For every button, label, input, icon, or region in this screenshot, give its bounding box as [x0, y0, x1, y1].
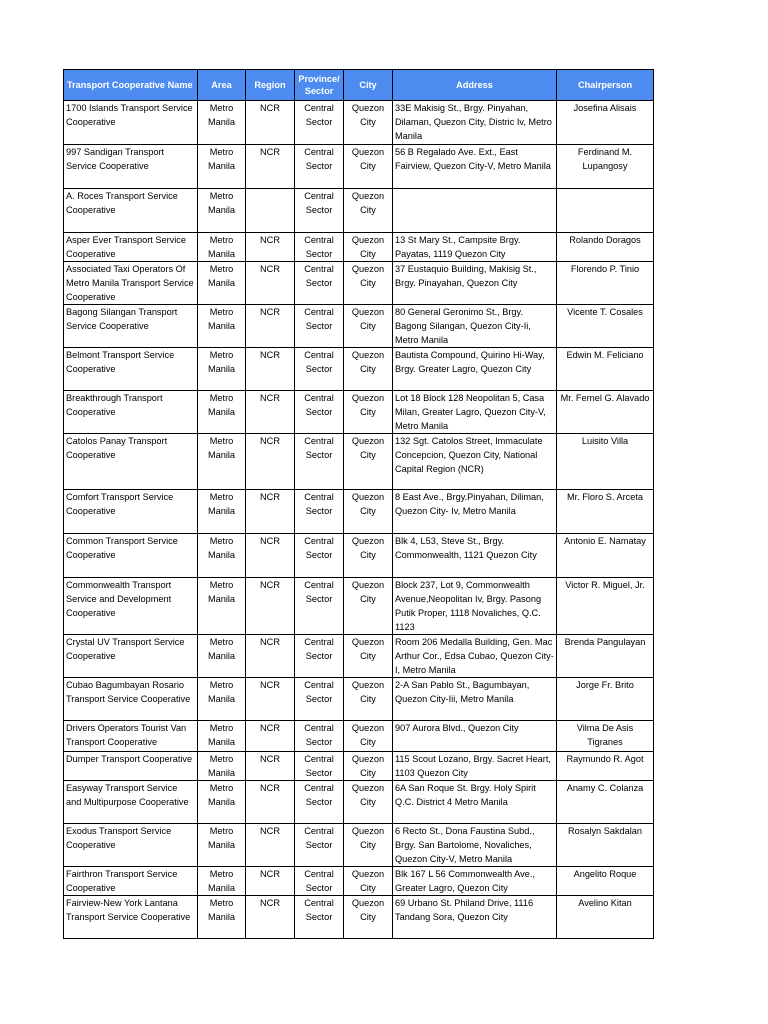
cell-region: NCR — [246, 391, 295, 434]
cell-area: Metro Manila — [198, 233, 246, 262]
cell-chairperson: Vilma De Asis Tigranes — [557, 721, 654, 752]
cell-cooperative-name: Associated Taxi Operators Of Metro Manila Transport Service Cooperative — [64, 262, 198, 305]
cell-region: NCR — [246, 578, 295, 635]
header-cooperative-name: Transport Cooperative Name — [64, 70, 198, 101]
cell-chairperson: Rolando Doragos — [557, 233, 654, 262]
cell-province: Central Sector — [295, 578, 344, 635]
cooperatives-table — [63, 69, 654, 939]
cell-chairperson: Edwin M. Feliciano — [557, 348, 654, 391]
cell-area: Metro Manila — [198, 145, 246, 189]
cell-area: Metro Manila — [198, 434, 246, 490]
cell-region: NCR — [246, 781, 295, 824]
cell-address: 69 Urbano St. Philand Drive, 1116 Tandang Sora, Quezon City — [393, 896, 557, 939]
table-row — [64, 721, 654, 752]
header-address: Address — [393, 70, 557, 101]
cell-province: Central Sector — [295, 752, 344, 781]
cell-cooperative-name: Belmont Transport Service Cooperative — [64, 348, 198, 391]
cell-city: Quezon City — [344, 578, 393, 635]
cell-address: Room 206 Medalla Building, Gen. Mac Arthur Cor., Edsa Cubao, Quezon City-I, Metro Manila — [393, 635, 557, 678]
cell-area: Metro Manila — [198, 534, 246, 578]
cell-region: NCR — [246, 490, 295, 534]
cell-province: Central Sector — [295, 534, 344, 578]
cell-province: Central Sector — [295, 721, 344, 752]
cell-chairperson: Rosalyn Sakdalan — [557, 824, 654, 867]
cell-address: Bautista Compound, Quirino Hi-Way, Brgy. Greater Lagro, Quezon City — [393, 348, 557, 391]
cell-region: NCR — [246, 896, 295, 939]
cell-area: Metro Manila — [198, 721, 246, 752]
header-province: Province/ Sector — [295, 70, 344, 101]
table-row — [64, 391, 654, 434]
cell-cooperative-name: 997 Sandigan Transport Service Cooperative — [64, 145, 198, 189]
cell-address: 13 St Mary St., Campsite Brgy. Payatas, 1119 Quezon City — [393, 233, 557, 262]
cell-region: NCR — [246, 262, 295, 305]
cell-city: Quezon City — [344, 189, 393, 233]
cell-region: NCR — [246, 101, 295, 145]
cell-cooperative-name: Cubao Bagumbayan Rosario Transport Service Cooperative — [64, 678, 198, 721]
cell-chairperson: Ferdinand M. Lupangosy — [557, 145, 654, 189]
cell-region: NCR — [246, 534, 295, 578]
cell-city: Quezon City — [344, 490, 393, 534]
cell-province: Central Sector — [295, 896, 344, 939]
cell-cooperative-name: Easyway Transport Service and Multipurpose Cooperative — [64, 781, 198, 824]
cell-region: NCR — [246, 824, 295, 867]
cell-chairperson: Mr. Fernel G. Alavado — [557, 391, 654, 434]
header-region: Region — [246, 70, 295, 101]
cell-chairperson: Vicente T. Cosales — [557, 305, 654, 348]
cell-province: Central Sector — [295, 678, 344, 721]
cell-address: 8 East Ave., Brgy.Pinyahan, Diliman, Quezon City- Iv, Metro Manila — [393, 490, 557, 534]
cell-cooperative-name: Exodus Transport Service Cooperative — [64, 824, 198, 867]
cell-area: Metro Manila — [198, 578, 246, 635]
table-row — [64, 434, 654, 490]
cell-area: Metro Manila — [198, 101, 246, 145]
cell-cooperative-name: A. Roces Transport Service Cooperative — [64, 189, 198, 233]
cell-chairperson: Mr. Floro S. Arceta — [557, 490, 654, 534]
cell-province: Central Sector — [295, 233, 344, 262]
cell-cooperative-name: Commonwealth Transport Service and Development Cooperative — [64, 578, 198, 635]
cell-city: Quezon City — [344, 534, 393, 578]
table-row — [64, 145, 654, 189]
cell-address: 2-A San Pablo St., Bagumbayan, Quezon City-Iii, Metro Manila — [393, 678, 557, 721]
cell-address: 115 Scout Lozano, Brgy. Sacret Heart, 1103 Quezon City — [393, 752, 557, 781]
header-row — [64, 70, 654, 101]
cell-city: Quezon City — [344, 305, 393, 348]
cell-region: NCR — [246, 867, 295, 896]
cell-chairperson: Angelito Roque — [557, 867, 654, 896]
table-row — [64, 305, 654, 348]
cell-area: Metro Manila — [198, 391, 246, 434]
cell-area: Metro Manila — [198, 348, 246, 391]
table-row — [64, 635, 654, 678]
cell-area: Metro Manila — [198, 262, 246, 305]
cell-area: Metro Manila — [198, 490, 246, 534]
cell-address: Blk 167 L 56 Commonwealth Ave., Greater Lagro, Quezon City — [393, 867, 557, 896]
cell-cooperative-name: Dumper Transport Cooperative — [64, 752, 198, 781]
cell-address: 80 General Geronimo St., Brgy. Bagong Silangan, Quezon City-Ii, Metro Manila — [393, 305, 557, 348]
table-row — [64, 189, 654, 233]
cell-city: Quezon City — [344, 721, 393, 752]
cell-province: Central Sector — [295, 145, 344, 189]
cell-address: Lot 18 Block 128 Neopolitan 5, Casa Milan, Greater Lagro, Quezon City-V, Metro Manila — [393, 391, 557, 434]
cell-province: Central Sector — [295, 867, 344, 896]
cell-address: 56 B Regalado Ave. Ext., East Fairview, Quezon City-V, Metro Manila — [393, 145, 557, 189]
header-area: Area — [198, 70, 246, 101]
table-row — [64, 534, 654, 578]
cell-address: 6A San Roque St. Brgy. Holy Spirit Q.C. District 4 Metro Manila — [393, 781, 557, 824]
cell-area: Metro Manila — [198, 867, 246, 896]
cell-province: Central Sector — [295, 262, 344, 305]
cell-province: Central Sector — [295, 101, 344, 145]
cell-region: NCR — [246, 678, 295, 721]
cell-region: NCR — [246, 348, 295, 391]
table-row — [64, 752, 654, 781]
cell-city: Quezon City — [344, 635, 393, 678]
cell-address: 907 Aurora Blvd., Quezon City — [393, 721, 557, 752]
cell-province: Central Sector — [295, 635, 344, 678]
cell-province: Central Sector — [295, 189, 344, 233]
cell-area: Metro Manila — [198, 824, 246, 867]
cell-region: NCR — [246, 635, 295, 678]
cell-area: Metro Manila — [198, 781, 246, 824]
table-row — [64, 896, 654, 939]
cell-cooperative-name: Common Transport Service Cooperative — [64, 534, 198, 578]
cell-chairperson: Brenda Pangulayan — [557, 635, 654, 678]
cell-province: Central Sector — [295, 348, 344, 391]
cell-province: Central Sector — [295, 490, 344, 534]
cell-region: NCR — [246, 434, 295, 490]
cell-city: Quezon City — [344, 867, 393, 896]
cell-province: Central Sector — [295, 434, 344, 490]
cooperative-sheet — [63, 69, 653, 939]
table-row — [64, 824, 654, 867]
cell-chairperson: Luisito Villa — [557, 434, 654, 490]
cell-province: Central Sector — [295, 781, 344, 824]
cell-chairperson: Raymundo R. Agot — [557, 752, 654, 781]
cell-city: Quezon City — [344, 391, 393, 434]
cell-address: 132 Sgt. Catolos Street, Immaculate Concepcion, Quezon City, National Capital Region (NCR) — [393, 434, 557, 490]
table-row — [64, 578, 654, 635]
cell-city: Quezon City — [344, 434, 393, 490]
cell-area: Metro Manila — [198, 752, 246, 781]
cell-chairperson: Josefina Alisais — [557, 101, 654, 145]
table-row — [64, 348, 654, 391]
cell-cooperative-name: 1700 Islands Transport Service Cooperative — [64, 101, 198, 145]
cell-city: Quezon City — [344, 824, 393, 867]
cell-area: Metro Manila — [198, 305, 246, 348]
cell-area: Metro Manila — [198, 678, 246, 721]
cell-city: Quezon City — [344, 233, 393, 262]
cell-area: Metro Manila — [198, 189, 246, 233]
table-row — [64, 262, 654, 305]
cell-city: Quezon City — [344, 348, 393, 391]
cell-address: Blk 4, L53, Steve St., Brgy. Commonwealth, 1121 Quezon City — [393, 534, 557, 578]
cell-city: Quezon City — [344, 781, 393, 824]
cell-cooperative-name: Catolos Panay Transport Cooperative — [64, 434, 198, 490]
table-row — [64, 867, 654, 896]
cell-city: Quezon City — [344, 101, 393, 145]
cell-region: NCR — [246, 145, 295, 189]
cell-region — [246, 189, 295, 233]
cell-region: NCR — [246, 752, 295, 781]
cell-address: 37 Eustaquio Building, Makisig St., Brgy. Pinayahan, Quezon City — [393, 262, 557, 305]
cell-chairperson: Jorge Fr. Brito — [557, 678, 654, 721]
cell-chairperson: Anamy C. Colanza — [557, 781, 654, 824]
cell-chairperson: Avelino Kitan — [557, 896, 654, 939]
cell-cooperative-name: Asper Ever Transport Service Cooperative — [64, 233, 198, 262]
cell-chairperson: Antonio E. Namatay — [557, 534, 654, 578]
cell-cooperative-name: Bagong Silangan Transport Service Cooperative — [64, 305, 198, 348]
cell-cooperative-name: Comfort Transport Service Cooperative — [64, 490, 198, 534]
cell-city: Quezon City — [344, 896, 393, 939]
cell-city: Quezon City — [344, 678, 393, 721]
cell-province: Central Sector — [295, 824, 344, 867]
cell-address: 6 Recto St., Dona Faustina Subd., Brgy. San Bartolome, Novaliches, Quezon City-V, Metro Manila — [393, 824, 557, 867]
cell-cooperative-name: Fairthron Transport Service Cooperative — [64, 867, 198, 896]
cell-city: Quezon City — [344, 752, 393, 781]
cell-cooperative-name: Breakthrough Transport Cooperative — [64, 391, 198, 434]
header-city: City — [344, 70, 393, 101]
cell-region: NCR — [246, 233, 295, 262]
table-row — [64, 101, 654, 145]
table-row — [64, 233, 654, 262]
cell-address — [393, 189, 557, 233]
cell-cooperative-name: Fairview-New York Lantana Transport Service Cooperative — [64, 896, 198, 939]
table-body — [64, 101, 654, 939]
cell-cooperative-name: Drivers Operators Tourist Van Transport Cooperative — [64, 721, 198, 752]
cell-area: Metro Manila — [198, 635, 246, 678]
cell-city: Quezon City — [344, 145, 393, 189]
cell-chairperson: Florendo P. Tinio — [557, 262, 654, 305]
table-row — [64, 490, 654, 534]
cell-region: NCR — [246, 305, 295, 348]
table-row — [64, 678, 654, 721]
cell-chairperson — [557, 189, 654, 233]
cell-address: 33E Makisig St., Brgy. Pinyahan, Dilaman, Quezon City, Distric Iv, Metro Manila — [393, 101, 557, 145]
cell-cooperative-name: Crystal UV Transport Service Cooperative — [64, 635, 198, 678]
cell-city: Quezon City — [344, 262, 393, 305]
cell-region: NCR — [246, 721, 295, 752]
cell-area: Metro Manila — [198, 896, 246, 939]
cell-address: Block 237, Lot 9, Commonwealth Avenue,Neopolitan Iv, Brgy. Pasong Putik Proper, 1118 Novaliches, Q.C. 1123 — [393, 578, 557, 635]
cell-province: Central Sector — [295, 305, 344, 348]
cell-chairperson: Victor R. Miguel, Jr. — [557, 578, 654, 635]
table-row — [64, 781, 654, 824]
cell-province: Central Sector — [295, 391, 344, 434]
header-chairperson: Chairperson — [557, 70, 654, 101]
